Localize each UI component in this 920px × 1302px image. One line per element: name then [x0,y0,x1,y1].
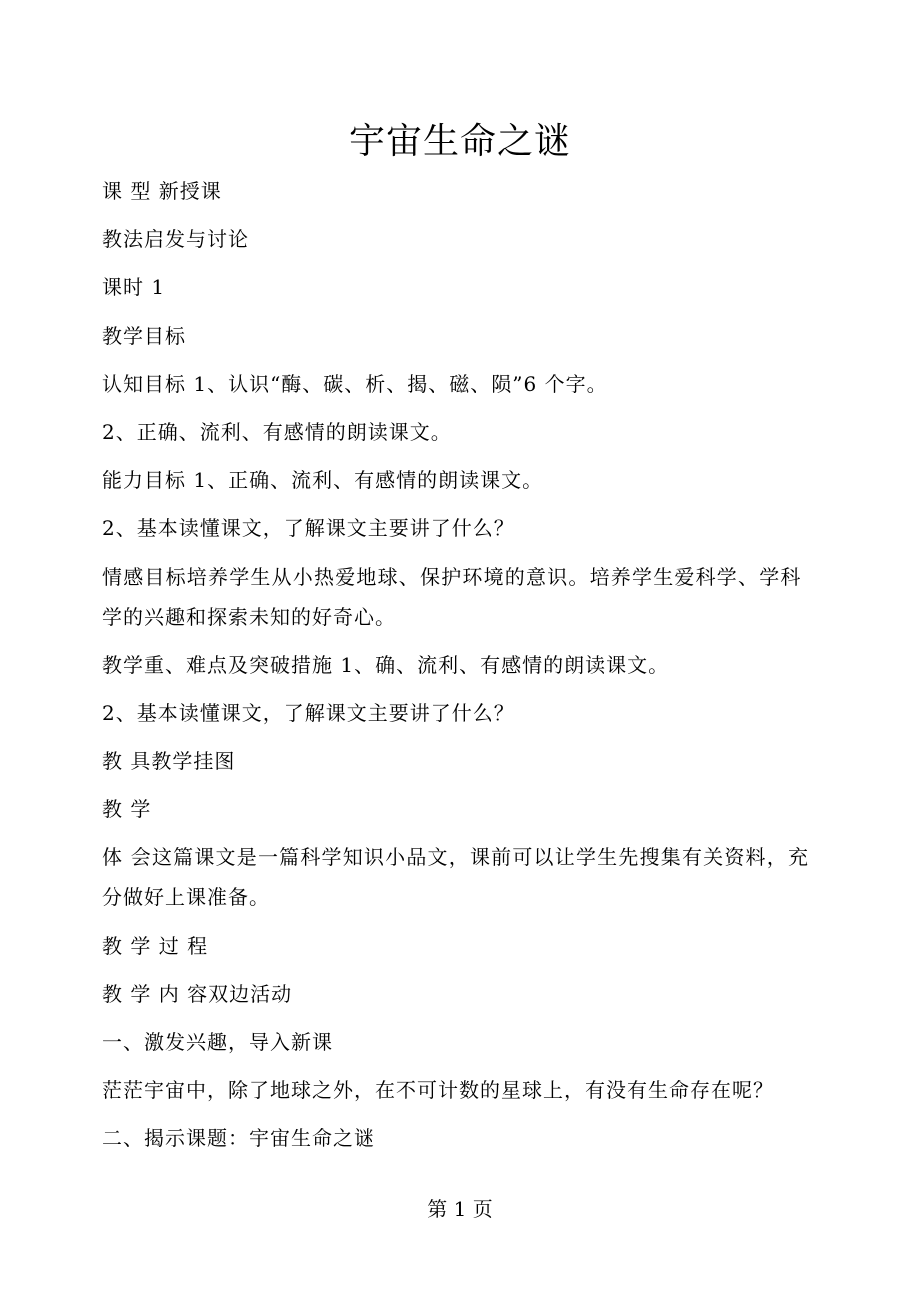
key-difficulties-item-2: 2、基本读懂课文，了解课文主要讲了什么？ [102,700,515,725]
ability-goal-item-2: 2、基本读懂课文，了解课文主要讲了什么？ [102,516,515,541]
key-difficulties-line: 教学重、难点及突破措施 1、确、流利、有感情的朗读课文。 [102,652,670,677]
class-hours-line: 课时 1 [102,275,166,300]
document-title: 宇宙生命之谜 [348,121,571,162]
cognitive-goal-line: 认知目标 1、认识“酶、碳、析、揭、磁、陨”6 个字。 [102,371,608,396]
emotional-goal-continuation: 学的兴趣和探索未知的好奇心。 [102,604,396,629]
teaching-method-line: 教法启发与讨论 [102,227,249,252]
section-two-heading: 二、揭示课题：宇宙生命之谜 [102,1126,375,1151]
lesson-type-line: 课 型 新授课 [102,179,222,203]
document-body [102,174,822,1170]
page-number: 第 1 页 [427,1197,493,1221]
experience-line: 体 会这篇课文是一篇科学知识小品文，课前可以让学生先搜集有关资料，充 [102,845,810,870]
cognitive-goal-item-2: 2、正确、流利、有感情的朗读课文。 [102,419,452,444]
emotional-goal-line: 情感目标培养学生从小热爱地球、保护环境的意识。培养学生爱科学、学科 [102,564,802,589]
teaching-goals-heading: 教学目标 [102,323,186,348]
teaching-process-heading: 教 学 过 程 [102,933,209,958]
teaching-content-heading: 教 学 内 容双边活动 [102,981,293,1006]
teaching-heading: 教 学 [102,797,152,822]
section-one-heading: 一、激发兴趣，导入新课 [102,1030,333,1054]
teaching-aids-line: 教 具教学挂图 [102,749,236,774]
ability-goal-line: 能力目标 1、正确、流利、有感情的朗读课文。 [102,468,544,493]
experience-continuation: 分做好上课准备。 [102,885,270,910]
intro-question-line: 茫茫宇宙中，除了地球之外，在不可计数的星球上，有没有生命存在呢？ [102,1078,774,1103]
